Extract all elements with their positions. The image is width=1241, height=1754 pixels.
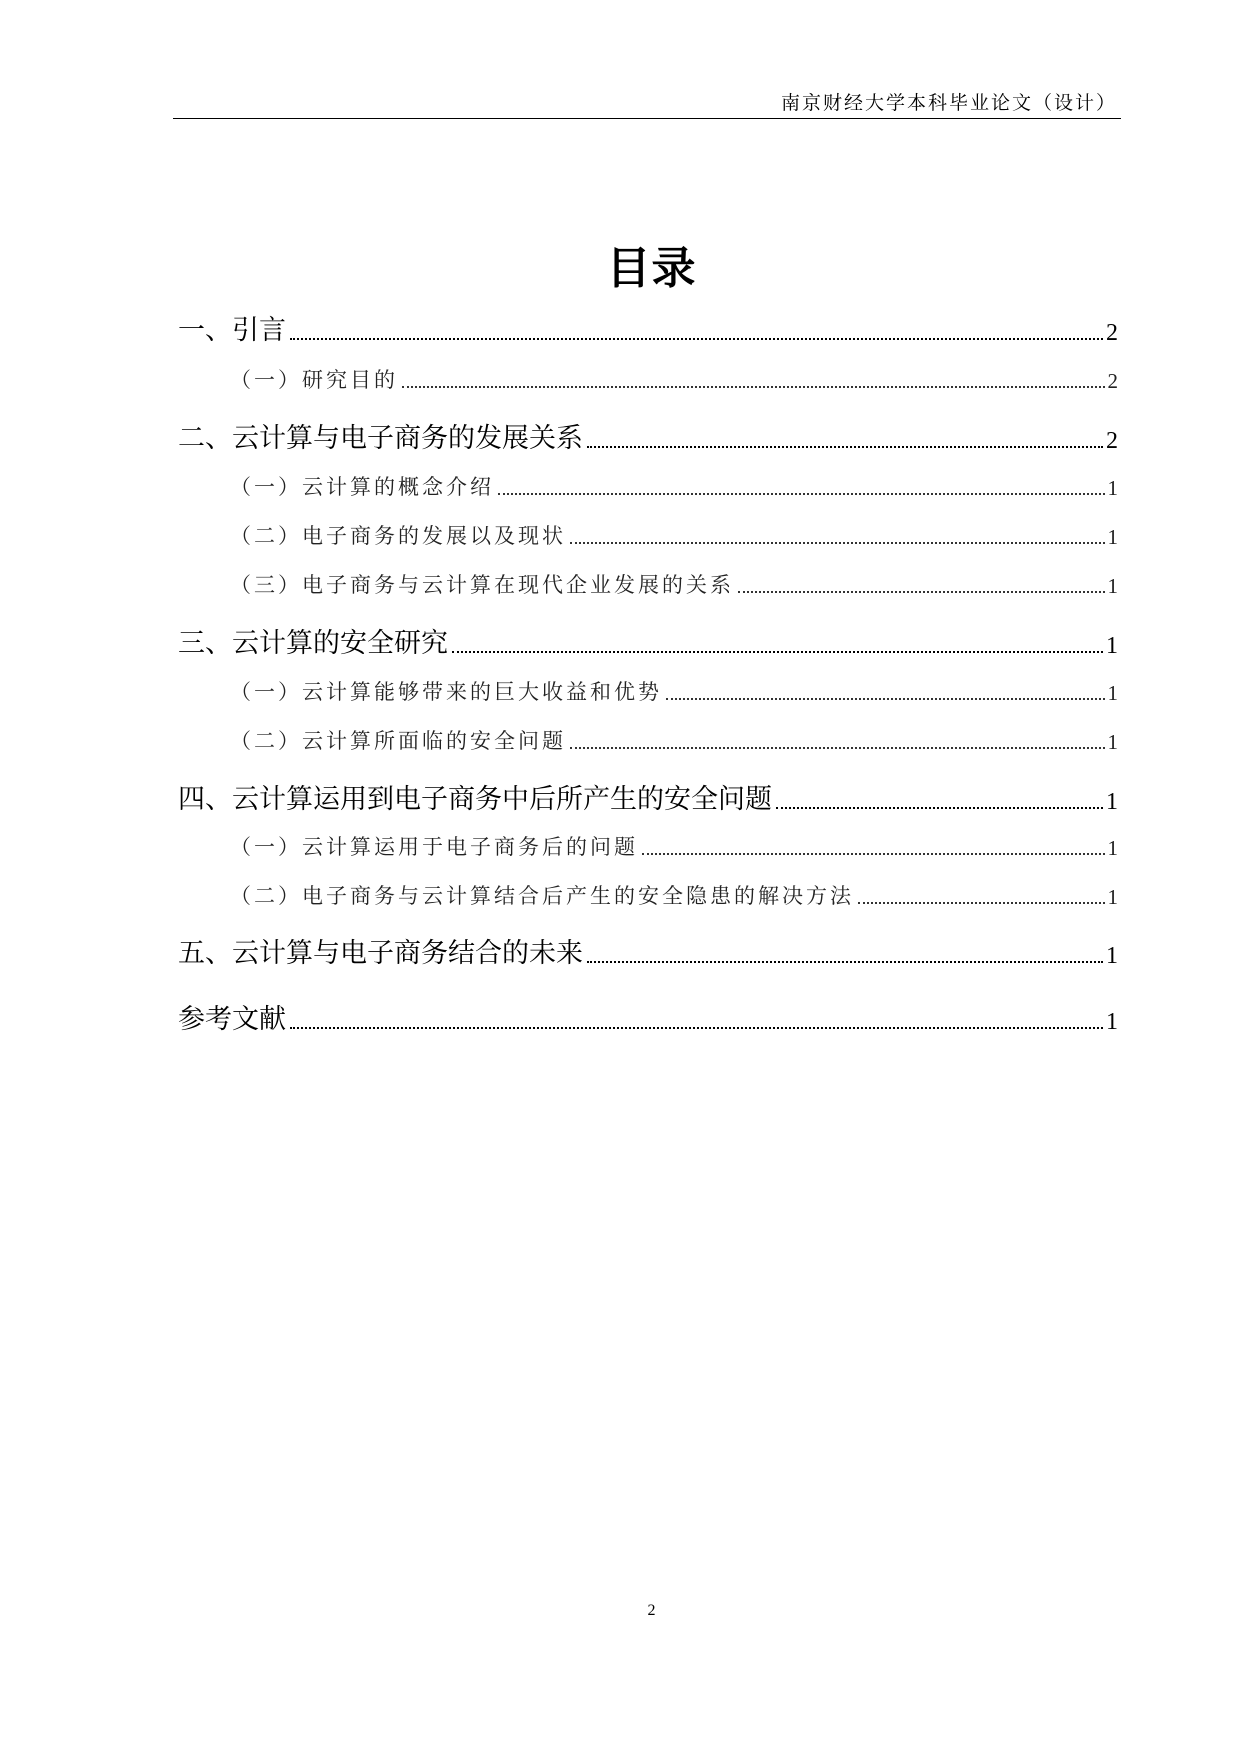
toc-leader-dots <box>570 541 1105 544</box>
toc-leader-dots <box>642 852 1105 855</box>
toc-entry-label: （一）云计算运用于电子商务后的问题 <box>230 835 638 859</box>
toc-page-number: 1 <box>1106 789 1118 815</box>
toc-page-number: 1 <box>1106 1009 1118 1035</box>
toc-page-number: 1 <box>1107 574 1118 598</box>
toc-entry-label: （一）云计算的概念介绍 <box>230 475 494 499</box>
toc-page-number: 1 <box>1106 633 1118 659</box>
toc-leader-dots <box>290 337 1103 340</box>
toc-entry[interactable] <box>178 676 1118 706</box>
toc-leader-dots <box>402 385 1105 388</box>
toc-entry-label: （三）电子商务与云计算在现代企业发展的关系 <box>230 573 734 597</box>
toc-entry[interactable] <box>178 880 1118 910</box>
toc-entry[interactable] <box>178 831 1118 861</box>
toc-leader-dots <box>858 901 1105 904</box>
toc-entry-label: 参考文献 <box>178 1004 286 1035</box>
toc-entry-label: （一）云计算能够带来的巨大收益和优势 <box>230 680 662 704</box>
page-title: 目录 <box>606 243 697 294</box>
toc-leader-dots <box>452 650 1103 653</box>
page-number: 2 <box>647 1602 656 1619</box>
toc-leader-dots <box>570 746 1105 749</box>
header-text: 南京财经大学本科毕业论文（设计） <box>780 92 1117 114</box>
toc-entry[interactable] <box>178 520 1118 550</box>
toc-entry[interactable] <box>178 621 1118 660</box>
toc-page-number: 1 <box>1107 681 1118 705</box>
toc-entry[interactable] <box>178 931 1118 970</box>
toc-entry-label: 五、云计算与电子商务结合的未来 <box>178 938 583 969</box>
toc-page-number: 1 <box>1107 885 1118 909</box>
toc-entry-label: （一）研究目的 <box>230 368 398 392</box>
toc-entry-label: 一、引言 <box>178 315 286 346</box>
toc-entry-label: 四、云计算运用到电子商务中后所产生的安全问题 <box>178 784 772 815</box>
toc-page-number: 1 <box>1107 836 1118 860</box>
toc-leader-dots <box>738 590 1105 593</box>
toc-leader-dots <box>587 960 1103 963</box>
toc-entry-label: （二）云计算所面临的安全问题 <box>230 729 566 753</box>
toc-page-number: 1 <box>1107 730 1118 754</box>
toc-entry-label: 三、云计算的安全研究 <box>178 628 448 659</box>
toc-entry[interactable] <box>178 416 1118 455</box>
toc-entry[interactable] <box>178 569 1118 599</box>
toc-page-number: 1 <box>1107 525 1118 549</box>
toc-entry[interactable] <box>178 364 1118 394</box>
toc-leader-dots <box>587 445 1103 448</box>
toc-leader-dots <box>776 806 1103 809</box>
toc-leader-dots <box>290 1026 1103 1029</box>
toc-entry-label: （二）电子商务与云计算结合后产生的安全隐患的解决方法 <box>230 884 854 908</box>
toc-page-number: 1 <box>1106 943 1118 969</box>
toc-entry[interactable] <box>178 777 1118 816</box>
page-header <box>173 84 1121 119</box>
toc-page-number: 2 <box>1106 428 1118 454</box>
toc-page-number: 2 <box>1107 369 1118 393</box>
toc-entry[interactable] <box>178 997 1118 1036</box>
toc-entry[interactable] <box>178 725 1118 755</box>
toc-entry[interactable] <box>178 471 1118 501</box>
toc-entry[interactable] <box>178 308 1118 347</box>
toc-page-number: 1 <box>1107 476 1118 500</box>
toc-leader-dots <box>666 697 1105 700</box>
toc-leader-dots <box>498 492 1105 495</box>
toc-page-number: 2 <box>1106 320 1118 346</box>
toc-entry-label: 二、云计算与电子商务的发展关系 <box>178 423 583 454</box>
toc-entry-label: （二）电子商务的发展以及现状 <box>230 524 566 548</box>
